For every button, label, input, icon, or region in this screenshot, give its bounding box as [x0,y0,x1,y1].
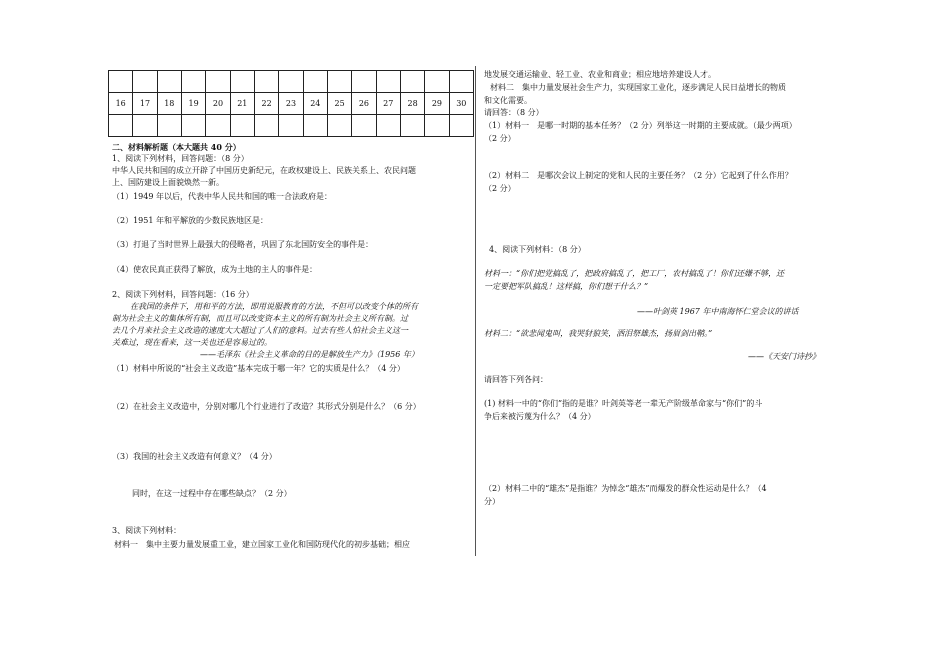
q3-sub1: （1）材料一 是哪一时期的基本任务？（2 分）列举这一时期的主要成就。（最少两项） [484,121,797,130]
question-number-cell: 17 [133,93,157,115]
answer-cell[interactable] [327,115,351,137]
question-number-cell: 18 [157,93,181,115]
q2-intro: 2、阅读下列材料，回答问题：（16 分） [112,290,254,299]
q1-material-line: 中华人民共和国的成立开辟了中国历史新纪元，在政权建设上、民族关系上、农民问题 [112,166,416,175]
question-number-cell: 16 [109,93,133,115]
answer-cell[interactable] [400,115,424,137]
answer-cell[interactable] [352,115,376,137]
q4-sub1: (1) 材料一中的“你们”指的是谁？叶剑英等老一辈无产阶级革命家与“你们”的斗 [484,399,763,408]
q4-source1: ——叶剑英 1967 年中南海怀仁堂会议的讲话 [637,307,799,316]
answer-grid-blank-row-bottom [109,115,474,137]
q3-sub2: （2）材料二 是哪次会议上制定的党和人民的主要任务？（2 分）它起到了什么作用？ [484,171,793,180]
q4-material2: 材料二：“欲悲闻鬼叫，我哭豺狼笑，洒泪祭雄杰，扬眉剑出鞘。” [484,329,713,338]
answer-grid-number-row [109,93,474,115]
answer-cell[interactable] [230,115,254,137]
q2-quote-line: 在我国的条件下，用和平的方法，即用说服教育的方法，不但可以改变个体的所有 [130,302,418,311]
answer-cell[interactable] [181,115,205,137]
question-number-cell: 20 [206,93,230,115]
question-number-cell: 21 [230,93,254,115]
q4-intro: 4、阅读下列材料：（8 分） [489,245,586,254]
section-title: 二、材料解析题（本大题共 40 分） [112,142,241,152]
answer-cell[interactable] [254,115,278,137]
answer-grid-blank-row-top [109,71,474,93]
question-number-cell: 27 [376,93,400,115]
q1-sub2: （2）1951 年和平解放的少数民族地区是： [112,216,268,225]
q4-sub2-cont: 分） [484,497,500,506]
question-number-cell: 24 [303,93,327,115]
q1-sub1: （1）1949 年以后，代表中华人民共和国的唯一合法政府是： [112,192,332,201]
answer-cell[interactable] [206,115,230,137]
answer-cell[interactable] [157,115,181,137]
column-divider [475,66,476,556]
q3-sub2-points: （2 分） [484,184,516,193]
answer-cell[interactable] [449,115,473,137]
q1-material-line: 上、国防建设上面貌焕然一新。 [112,178,224,187]
answer-cell[interactable] [425,115,449,137]
answer-cell[interactable] [376,115,400,137]
q1-intro: 1、阅读下列材料，回答问题：（8 分） [112,154,249,163]
question-number-cell: 29 [425,93,449,115]
q3-material1-cont: 地发展交通运输业、轻工业、农业和商业；相应地培养建设人才。 [484,70,716,79]
q2-quote-line: 去几个月来社会主义改造的速度大大超过了人们的意料。过去有些人怕社会主义这一 [112,326,408,335]
q4-material1-line: 材料一：“你们把党搞乱了，把政府搞乱了，把工厂，农村搞乱了！你们还嫌不够，还 [484,269,785,278]
question-number-cell: 22 [254,93,278,115]
q2-quote-line: 关难过，现在看来，这一关也还是容易过的。 [112,338,272,347]
q2-sub4: 同时，在这一过程中存在哪些缺点？（2 分） [132,489,292,498]
answer-grid [108,70,474,137]
q1-sub4: （4）使农民真正获得了解放，成为土地的主人的事件是： [112,265,318,274]
answer-cell[interactable] [133,115,157,137]
question-number-cell: 25 [327,93,351,115]
q2-sub1: （1）材料中所说的“社会主义改造”基本完成于哪一年？它的实质是什么？（4 分） [112,364,405,373]
q3-material2-line: 和文化需要。 [484,96,532,105]
q2-sub2: （2）在社会主义改造中，分别对哪几个行业进行了改造？其形式分别是什么？（6 分） [112,402,421,411]
q4-ask: 请回答下列各问： [484,375,548,384]
q3-ask: 请回答：（8 分） [484,108,544,117]
q3-material1-line: 材料一 集中主要力量发展重工业，建立国家工业化和国防现代化的初步基础；相应 [114,540,410,549]
question-number-cell: 23 [279,93,303,115]
answer-cell[interactable] [109,115,133,137]
q4-sub1-cont: 争后来被污蔑为什么？（4 分） [484,412,596,421]
question-number-cell: 19 [181,93,205,115]
q3-material2-line: 材料二 集中力量发展社会生产力，实现国家工业化，逐步满足人民日益增长的物质 [490,83,786,92]
q2-sub3: （3）我国的社会主义改造有何意义？（4 分） [112,452,277,461]
question-number-cell: 30 [449,93,473,115]
answer-cell[interactable] [303,115,327,137]
q4-source2: ——《天安门诗抄》 [748,352,820,361]
q3-intro: 3、阅读下列材料： [112,526,182,535]
q4-material1-line: 一定要把军队搞乱！这样搞，你们想干什么？” [484,282,649,291]
q3-sub1-points: （2 分） [484,134,516,143]
question-number-cell: 26 [352,93,376,115]
q1-sub3: （3）打退了当时世界上最强大的侵略者，巩固了东北国防安全的事件是： [112,240,374,249]
q4-sub2: （2）材料二中的“雄杰”是指谁？为悼念“雄杰”而爆发的群众性运动是什么？（4 [484,484,767,493]
q2-quote-source: ——毛泽东《社会主义革命的目的是解放生产力》（1956 年） [200,350,419,359]
q2-quote-line: 制为社会主义的集体所有制，而且可以改变资本主义的所有制为社会主义所有制。过 [112,314,408,323]
answer-cell[interactable] [279,115,303,137]
question-number-cell: 28 [400,93,424,115]
